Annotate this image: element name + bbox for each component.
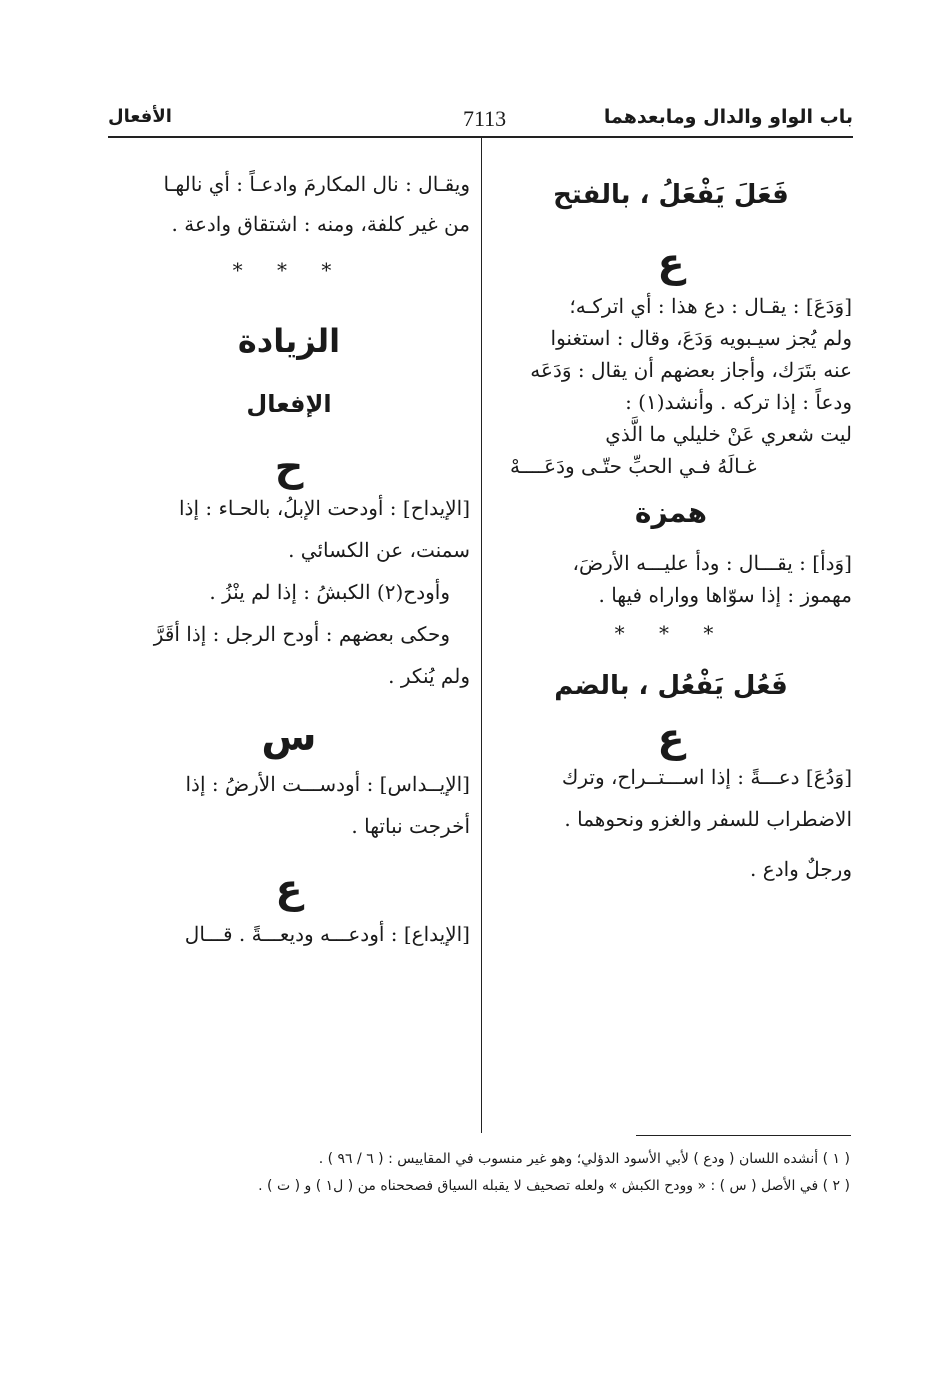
entry-line: مهموز : إذا سوّاها وواراه فيها . (598, 583, 852, 607)
entry-line: ودعاً : إذا تركه . وأنشد(١) : (625, 390, 852, 414)
part-heading-ziyada: الزيادة (237, 322, 341, 360)
footnote-rule (636, 1135, 851, 1136)
verse-first-hemistich: ليت شعري عَنْ خليلي ما الَّذي (605, 422, 852, 446)
entry-line: [وَدأ] : يقـــال : ودأ عليـــه الأرضَ، (572, 551, 852, 575)
entry-line: ولم يُنكر . (388, 664, 470, 688)
page-number: 7113 (463, 106, 507, 131)
entry-line: [الإيــداس] : أودســـت الأرضُ : إذا (185, 772, 470, 796)
footnote-2: ( ٢ ) في الأصل ( س ) : « وودح الكبش » ولعله تصحيف لا يقبله السياق فصححناه من ( ل١ ) و ( ت ) . (258, 1177, 850, 1194)
letter-heading-sin: س (261, 714, 317, 760)
verse-second-hemistich: غـالَهُ فـي الحبِّ حتّـى ودَعَــــهْ (510, 454, 757, 478)
section-separator: * * * (232, 258, 346, 282)
entry-line: وحكى بعضهم : أودح الرجل : إذا أقَرَّ (153, 622, 450, 646)
entry-line: سمنت، عن الكسائي . (288, 538, 470, 562)
letter-heading-ain: ع (657, 240, 685, 286)
chapter-title: باب الواو والدال ومابعدهما (603, 106, 853, 128)
right-column (490, 158, 852, 885)
footnote-1: ( ١ ) أنشده اللسان ( ودع ) لأبي الأسود الدؤلي؛ وهو غير منسوب في المقاييس : ( ٦ / ٩٦ ) . (318, 1151, 850, 1167)
entry-line: وأودح(٢) الكبشُ : إذا لم ينْزُ . (209, 580, 450, 604)
entry-line: ويقـال : نال المكارمَ وادعـاً : أي نالهـا (163, 172, 470, 196)
entry-line: ولم يُجز سيـبويه وَدَعَ، وقال : استغنوا (550, 326, 852, 350)
column-divider (481, 138, 482, 1133)
letter-heading-ain: ع (275, 866, 303, 912)
entry-line: ورجلٌ وادع . (750, 857, 852, 881)
section-title: الأفعال (108, 106, 172, 127)
section-separator: * * * (614, 621, 728, 645)
measure-heading-fath: فَعَلَ يَفْعَلُ ، بالفتح (553, 180, 789, 210)
entry-line: [وَدَعَ] : يقـال : دع هذا : أي اتركـه؛ (569, 294, 852, 318)
entry-line: [الإيداع] : أودعـــه وديعـــةً . قـــال (184, 922, 470, 946)
letter-heading-ha: ح (274, 444, 304, 490)
entry-line: من غير كلفة، ومنه : اشتقاق وادعة . (171, 212, 470, 236)
entry-line: [وَدُعَ] دعـــةً : إذا اســـتــراح، وترك (561, 765, 852, 789)
footnotes (150, 1146, 850, 1199)
entry-line: عنه بتَرَك، وأجاز بعضهم أن يقال : وَدَعَه (530, 358, 852, 382)
entry-line: [الإيداح] : أودحت الإبلُ، بالحـاء : إذا (178, 496, 470, 520)
letter-heading-hamza: همزة (634, 496, 708, 529)
form-heading-ifal: الإفعال (246, 390, 332, 418)
measure-heading-damm: فَعُل يَفْعُل ، بالضم (554, 671, 788, 701)
left-column (108, 158, 470, 950)
page-header (108, 100, 853, 136)
letter-heading-ain: ع (657, 715, 685, 761)
entry-line: الاضطراب للسفر والغزو ونحوهما . (564, 807, 852, 831)
entry-line: أخرجت نباتها . (351, 814, 470, 838)
